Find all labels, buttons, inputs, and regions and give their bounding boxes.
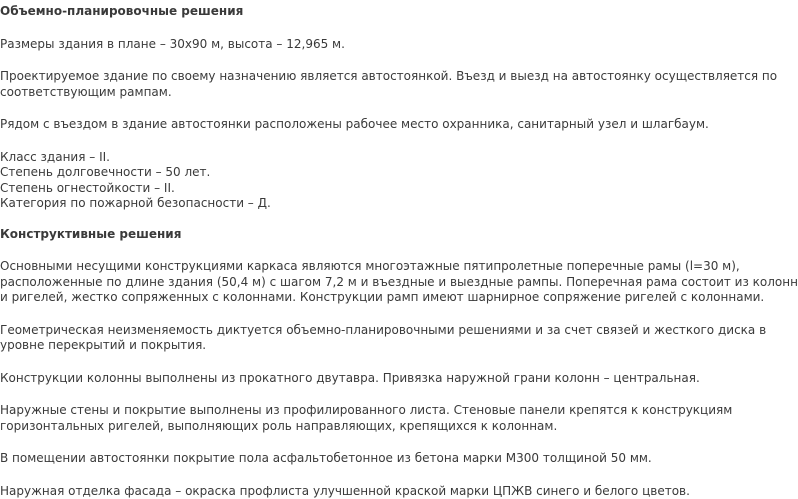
paragraph-purpose-line-2: соответствующим рампам. bbox=[0, 85, 698, 101]
paragraph-load-bearing-line-2: расположенные по длине здания (50,4 м) с шагом 7,2 м и въездные и выездные рампы. Поперечная рама состоит из колонн bbox=[0, 275, 698, 291]
paragraph-columns: Конструкции колонны выполнены из прокатного двутавра. Привязка наружной грани колонн – центральная. bbox=[0, 371, 698, 387]
paragraph-entrance: Рядом с въездом в здание автостоянки расположены рабочее место охранника, санитарный узел и шлагбаум. bbox=[0, 117, 698, 133]
building-properties-list bbox=[0, 150, 698, 212]
list-item-building-class: Класс здания – II. bbox=[0, 150, 698, 166]
list-item-fire-category: Категория по пожарной безопасности – Д. bbox=[0, 196, 698, 212]
paragraph-walls-line-2: горизонтальных ригелей, выполняющих роль направляющих, крепящихся к колоннам. bbox=[0, 419, 698, 435]
paragraph-load-bearing bbox=[0, 259, 698, 306]
paragraph-walls bbox=[0, 403, 698, 434]
paragraph-geometric-stability bbox=[0, 323, 698, 354]
document-body bbox=[0, 4, 698, 499]
list-item-durability: Степень долговечности – 50 лет. bbox=[0, 165, 698, 181]
list-item-fire-resistance: Степень огнестойкости – II. bbox=[0, 181, 698, 197]
paragraph-floor: В помещении автостоянки покрытие пола асфальтобетонное из бетона марки М300 толщиной 50 мм. bbox=[0, 451, 698, 467]
paragraph-facade: Наружная отделка фасада – окраска профлиста улучшенной краской марки ЦПЖВ синего и белого цветов. bbox=[0, 484, 698, 499]
section-heading-structural: Конструктивные решения bbox=[0, 227, 698, 243]
paragraph-geometric-stability-line-1: Геометрическая неизменяемость диктуется объемно-планировочными решениями и за счет связей и жесткого диска в bbox=[0, 323, 698, 339]
paragraph-walls-line-1: Наружные стены и покрытие выполнены из профилированного листа. Стеновые панели крепятся к конструкциям bbox=[0, 403, 698, 419]
paragraph-dimensions: Размеры здания в плане – 30х90 м, высота – 12,965 м. bbox=[0, 37, 698, 53]
paragraph-purpose bbox=[0, 69, 698, 100]
paragraph-geometric-stability-line-2: уровне перекрытий и покрытия. bbox=[0, 338, 698, 354]
paragraph-load-bearing-line-3: и ригелей, жестко сопряженных с колоннами. Конструкции рамп имеют шарнирное сопряжение ригелей с колоннами. bbox=[0, 290, 698, 306]
paragraph-load-bearing-line-1: Основными несущими конструкциями каркаса являются многоэтажные пятипролетные поперечные рамы (l=30 м), bbox=[0, 259, 698, 275]
section-heading-planning: Объемно-планировочные решения bbox=[0, 4, 698, 20]
paragraph-purpose-line-1: Проектируемое здание по своему назначению является автостоянкой. Въезд и выезд на автостоянку осуществляется по bbox=[0, 69, 698, 85]
